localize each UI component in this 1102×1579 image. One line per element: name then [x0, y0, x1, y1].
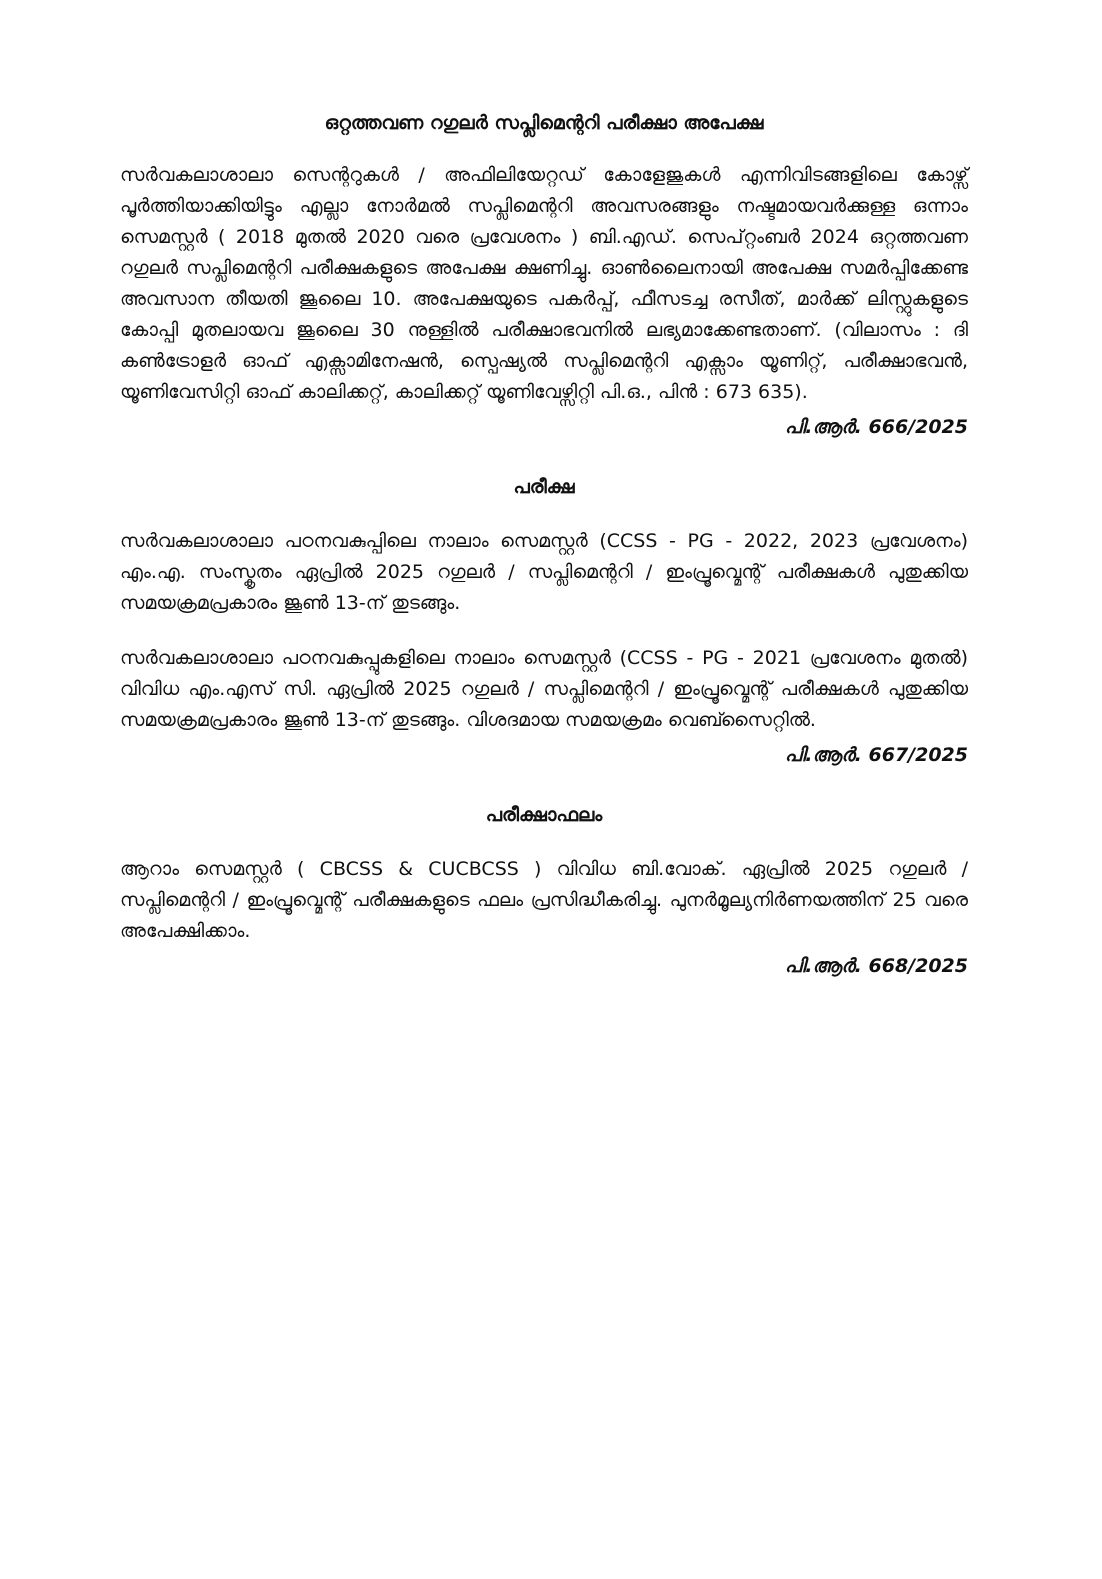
section-heading: ഒറ്റത്തവണ റഗുലർ സപ്ലിമെന്ററി പരീക്ഷാ അപേക്ഷ [324, 112, 764, 134]
section-exam [120, 472, 968, 770]
section-exam-result [120, 800, 968, 981]
notice-paragraph: ആറാം സെമസ്റ്റർ ( CBCSS & CUCBCSS ) വിവിധ ബി.വോക്. ഏപ്രിൽ 2025 റഗുലർ / സപ്ലിമെന്ററി / ഇംപ്രൂവ്മെന്റ് പരീക്ഷകളുടെ ഫലം പ്രസിദ്ധീകരിച്ചു. പുനർമൂല്യനിർണയത്തിന് 25 വരെ അപേക്ഷിക്കാം. [120, 858, 968, 942]
section-heading: പരീക്ഷാഫലം [485, 804, 603, 826]
press-release-number: പി.ആർ. 668/2025 [784, 955, 968, 977]
notice-paragraph: സർവകലാശാലാ പഠനവകുപ്പിലെ നാലാം സെമസ്റ്റർ (CCSS - PG - 2022, 2023 പ്രവേശനം) എം.എ. സംസ്കൃതം ഏപ്രിൽ 2025 റഗുലർ / സപ്ലിമെന്ററി / ഇംപ്രൂവ്മെന്റ് പരീക്ഷകൾ പുതുക്കിയ സമയക്രമപ്രകാരം ജൂൺ 13-ന് തുടങ്ങും. [120, 530, 968, 614]
notice-paragraph: സർവകലാശാലാ പഠനവകുപ്പുകളിലെ നാലാം സെമസ്റ്റർ (CCSS - PG - 2021 പ്രവേശനം മുതൽ) വിവിധ എം.എസ് സി. ഏപ്രിൽ 2025 റഗുലർ / സപ്ലിമെന്ററി / ഇംപ്രൂവ്മെന്റ് പരീക്ഷകൾ പുതുക്കിയ സമയക്രമപ്രകാരം ജൂൺ 13-ന് തുടങ്ങും. വിശദമായ സമയക്രമം വെബ്സൈറ്റിൽ. [120, 647, 968, 731]
section-supplementary-exam-application [120, 108, 968, 442]
press-release-number: പി.ആർ. 666/2025 [784, 416, 968, 438]
section-heading: പരീക്ഷ [513, 476, 575, 498]
press-release-number: പി.ആർ. 667/2025 [784, 744, 968, 766]
notice-paragraph: സർവകലാശാലാ സെന്ററുകൾ / അഫിലിയേറ്റഡ് കോളേജുകൾ എന്നിവിടങ്ങളിലെ കോഴ്സ് പൂർത്തിയാക്കിയിട്ടും എല്ലാ നോർമൽ സപ്ലിമെന്ററി അവസരങ്ങളും നഷ്ടമായവർക്കുള്ള ഒന്നാം സെമസ്റ്റർ ( 2018 മുതൽ 2020 വരെ പ്രവേശനം ) ബി.എഡ്. സെപ്റ്റംബർ 2024 ഒറ്റത്തവണ റഗുലർ സപ്ലിമെന്ററി പരീക്ഷകളുടെ അപേക്ഷ ക്ഷണിച്ചു. ഓൺലൈനായി അപേക്ഷ സമർപ്പിക്കേണ്ട അവസാന തീയതി ജൂലൈ 10. അപേക്ഷയുടെ പകർപ്പ്, ഫീസടച്ച രസീത്, മാർക്ക് ലിസ്റ്റുകളുടെ കോപ്പി മുതലായവ ജൂലൈ 30 നുള്ളിൽ പരീക്ഷാഭവനിൽ ലഭ്യമാക്കേണ്ടതാണ്. (വിലാസം : ദി കൺട്രോളർ ഓഫ് എക്സാമിനേഷൻ, സ്പെഷ്യൽ സപ്ലിമെന്ററി എക്സാം യൂണിറ്റ്, പരീക്ഷാഭവൻ, യൂണിവേസിറ്റി ഓഫ് കാലിക്കറ്റ്, കാലിക്കറ്റ് യൂണിവേഴ്സിറ്റി പി.ഒ., പിൻ : 673 635). [120, 164, 968, 403]
